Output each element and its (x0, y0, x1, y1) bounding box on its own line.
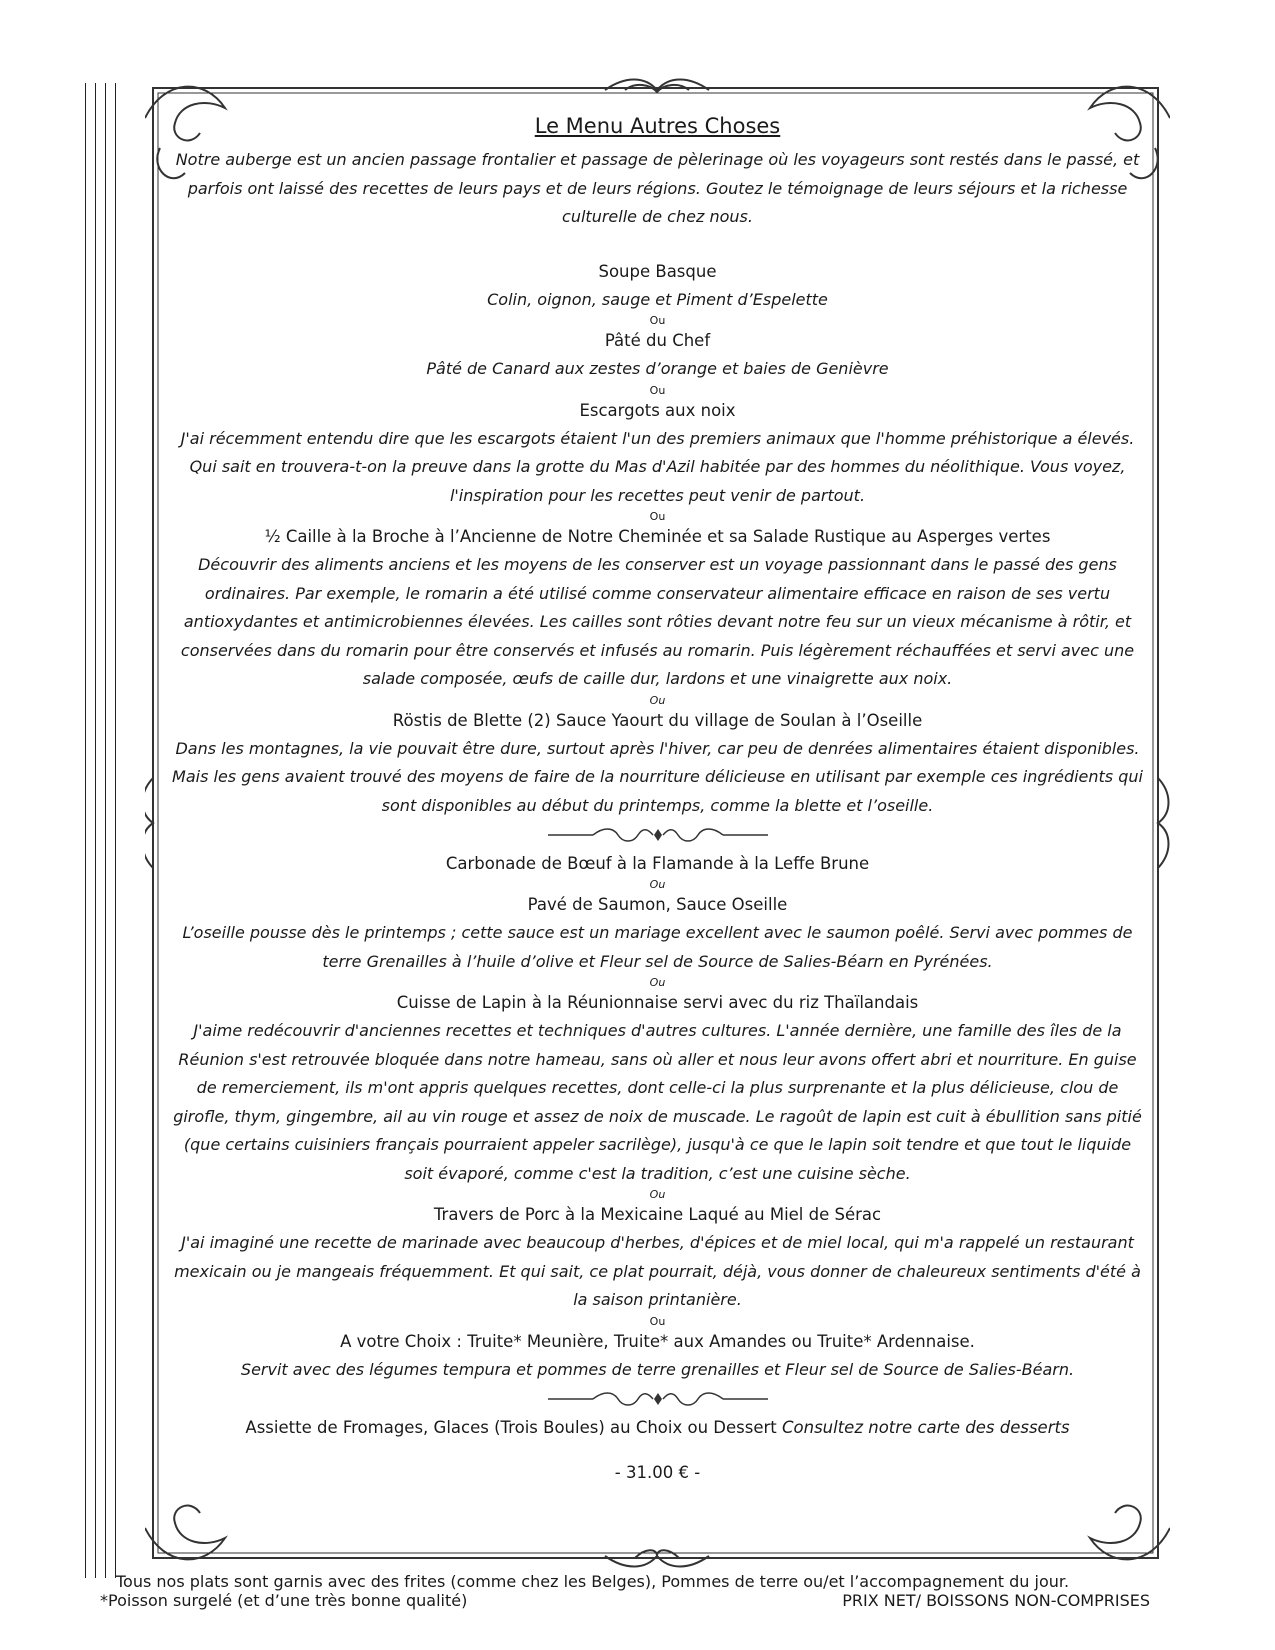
or-separator: Ou (649, 383, 666, 397)
menu-content (170, 112, 1145, 1503)
menu-title: Le Menu Autres Choses (534, 114, 781, 138)
footer (100, 1572, 1180, 1610)
dish-name: Soupe Basque (598, 261, 717, 281)
menu-price: - 31.00 € - (614, 1462, 701, 1482)
dish-name: Escargots aux noix (579, 400, 736, 420)
or-separator: Ou (649, 1188, 666, 1201)
section-divider (170, 1384, 1145, 1414)
dish-description: Découvrir des aliments anciens et les moyens de les conserver est un voyage passionnant dans le passé des gens ordinaires. Par exemple, le romarin a été utilisé comme conservateur alimentaire efficace en raison de ses vertu antioxydantes et antimicrobiennes élevées. Les cailles sont rôties devant notre feu sur un vieux mécanisme à rôtir, et conservées dans du romarin pour être conservés et infusés au romarin. Puis légèrement réchauffées et servi avec une salade composée, œufs de caille dur, lardons et une vinaigrette aux noix. (180, 555, 1135, 688)
dish-name: Röstis de Blette (2) Sauce Yaourt du village de Soulan à l’Oseille (392, 710, 923, 730)
footer-garnish-note: Tous nos plats sont garnis avec des frites (comme chez les Belges), Pommes de terre ou/et l’accompagnement du jour. (116, 1572, 1070, 1591)
footer-frozen-fish-note: *Poisson surgelé (et d’une très bonne qualité) (100, 1591, 468, 1610)
dish-name: Pâté du Chef (604, 331, 711, 350)
dish-name: ½ Caille à la Broche à l’Ancienne de Notre Cheminée et sa Salade Rustique au Asperges vertes (264, 527, 1051, 546)
dish-name: Carbonade de Bœuf à la Flamande à la Leffe Brune (445, 854, 870, 873)
dish-name: Pavé de Saumon, Sauce Oseille (527, 895, 788, 914)
footer-bottom-row (100, 1591, 1180, 1610)
or-separator: Ou (649, 1314, 666, 1328)
dish-description: Servit avec des légumes tempura et pommes de terre grenailles et Fleur sel de Source de Salies-Béarn. (240, 1359, 1075, 1379)
flourish-divider-icon (548, 1389, 768, 1409)
or-separator: Ou (649, 314, 666, 327)
dish-description: Pâté de Canard aux zestes d’orange et baies de Genièvre (426, 359, 889, 378)
dish-description: J'ai récemment entendu dire que les escargots étaient l'un des premiers animaux que l'homme préhistorique a élevés. Qui sait en trouvera-t-on la preuve dans la grotte du Mas d'Azil habitée par des hommes du néolithique. Vous voyez, l'inspiration pour les recettes peut venir de partout. (180, 428, 1135, 505)
dish-description: Dans les montagnes, la vie pouvait être dure, surtout après l'hiver, car peu de denrées alimentaires étaient disponibles. Mais les gens avaient trouvé des moyens de faire de la nourriture délicieuse en utilisant par exemple ces ingrédients qui sont disponibles au début du printemps, comme la blette et l’oseille. (172, 738, 1143, 815)
footer-price-note: PRIX NET/ BOISSONS NON-COMPRISES (842, 1591, 1150, 1610)
dish-description: J'ai imaginé une recette de marinade avec beaucoup d'herbes, d'épices et de miel local, qui m'a rappelé un restaurant mexicain ou je mangeais fréquemment. Et qui sait, ce plat pourrait, déjà, vous donner de chaleureux sentiments d'été à la saison printanière. (174, 1233, 1141, 1309)
dessert-line (170, 1414, 1145, 1442)
dessert-note: Consultez notre carte des desserts (782, 1418, 1070, 1437)
section-divider (170, 820, 1145, 850)
dish-description: J'aime redécouvrir d'anciennes recettes et techniques d'autres cultures. L'année dernière, une famille des îles de la Réunion s'est retrouvée bloquée dans notre hameau, sans où aller et nous leur avons offert abri et nourriture. En guise de remerciement, ils m'ont appris quelques recettes, dont celle-ci la plus surprenante et la plus délicieuse, clou de girofle, thym, gingembre, ail au vin rouge et assez de noix de muscade. Le ragoût de lapin est cuit à ébullition sans pitié (que certains cuisiniers français pourraient appeler sacrilège), jusqu'à ce que le lapin soit tendre et que tout le liquide soit évaporé, comme c'est la tradition, c’est une cuisine sèche. (173, 1021, 1142, 1183)
or-separator: Ou (649, 693, 666, 707)
dish-name: Cuisse de Lapin à la Réunionnaise servi avec du riz Thaïlandais (396, 993, 919, 1012)
dish-name: A votre Choix : Truite* Meunière, Truite* aux Amandes ou Truite* Ardennaise. (340, 1331, 975, 1351)
dish-description: L’oseille pousse dès le printemps ; cette sauce est un mariage excellent avec le saumon poêlé. Servi avec pommes de terre Grenailles à l’huile d’olive et Fleur sel de Source de Salies-Béarn en Pyrénées. (182, 923, 1133, 971)
flourish-divider-icon (548, 825, 768, 845)
or-separator: Ou (649, 976, 666, 989)
dish-name: Travers de Porc à la Mexicaine Laqué au Miel de Sérac (433, 1205, 882, 1224)
or-separator: Ou (649, 510, 666, 523)
dish-description: Colin, oignon, sauge et Piment d’Espelette (487, 289, 828, 309)
dessert-text: Assiette de Fromages, Glaces (Trois Boules) au Choix ou Dessert (245, 1418, 777, 1437)
or-separator: Ou (649, 878, 666, 891)
menu-intro: Notre auberge est un ancien passage frontalier et passage de pèlerinage où les voyageurs sont restés dans le passé, et parfois ont laissé des recettes de leurs pays et de leurs régions. Goutez le témoignage de leurs séjours et la richesse culturelle de chez nous. (175, 150, 1140, 226)
